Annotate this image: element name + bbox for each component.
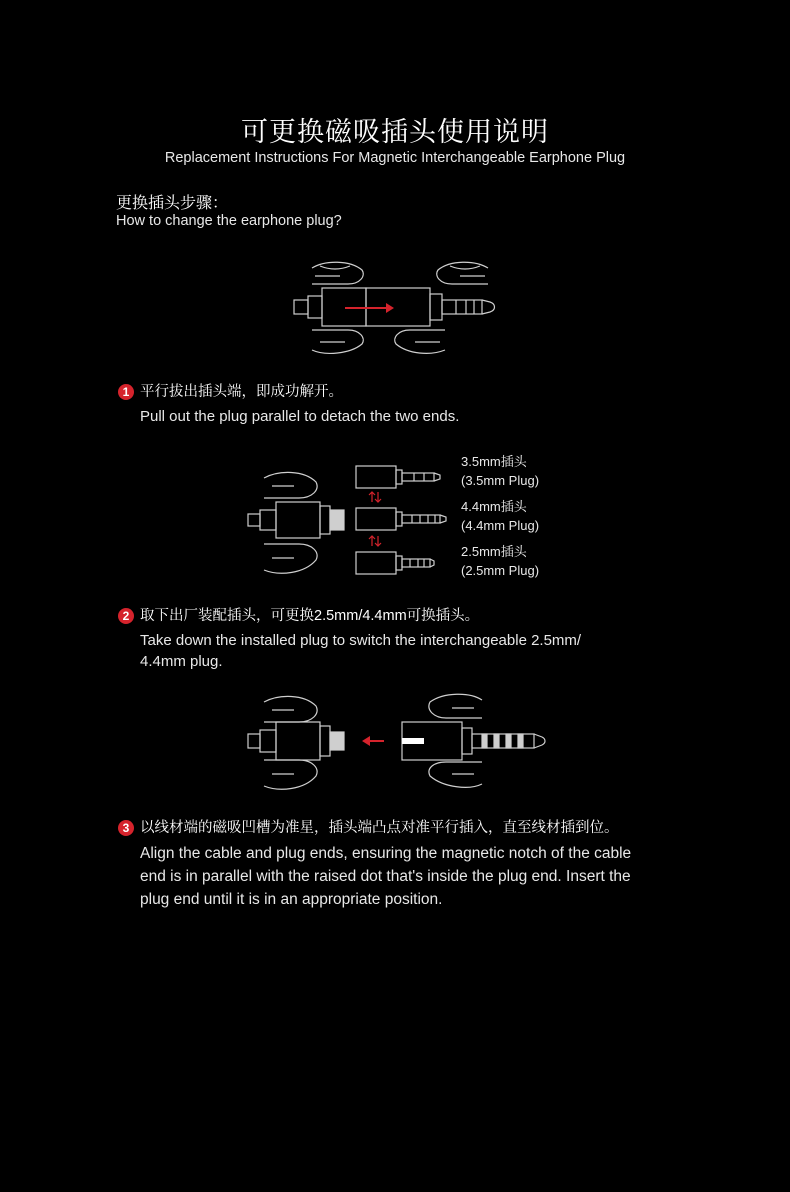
plug-label-en: (4.4mm Plug) [461, 518, 540, 533]
plug-label-cn: 3.5mm插头 [461, 454, 527, 469]
step-2 [118, 604, 581, 672]
plug-label-3-5 [461, 452, 539, 490]
plug-label-cn: 4.4mm插头 [461, 499, 527, 514]
plug-label-en: (2.5mm Plug) [461, 563, 540, 578]
step-number-badge: 2 [118, 608, 134, 624]
step-3 [118, 816, 631, 911]
page-title: 可更换磁吸插头使用说明 [241, 117, 549, 147]
section-subheading: How to change the earphone plug? [116, 213, 342, 229]
plug-label-en: (3.5mm Plug) [461, 473, 540, 488]
plug-label-2-5 [461, 542, 539, 580]
illustration-plug-options [244, 460, 454, 580]
step-text-cn: 取下出厂装配插头，可更换2.5mm/4.4mm可换插头。 [140, 608, 480, 624]
step-number-badge: 3 [118, 820, 134, 836]
step-text-en: Pull out the plug parallel to detach the two ends. [140, 408, 460, 425]
step-text-cn: 平行拔出插头端，即成功解开。 [140, 384, 343, 400]
step-text-en-line: Take down the installed plug to switch the interchangeable 2.5mm/ [140, 632, 582, 649]
plug-label-4-4 [461, 497, 539, 535]
page-subtitle: Replacement Instructions For Magnetic Interchangeable Earphone Plug [164, 150, 626, 166]
step-text-en-line: plug end until it is in an appropriate position. [140, 891, 443, 908]
step-1 [118, 380, 459, 427]
illustration-insert [244, 692, 554, 792]
section-heading: 更换插头步骤： [116, 195, 229, 212]
step-text-en-line: 4.4mm plug. [140, 653, 223, 670]
step-text-en-line: end is in parallel with the raised dot that's inside the plug end. Insert the [140, 868, 631, 885]
illustration-pull-apart [290, 258, 510, 358]
plug-label-cn: 2.5mm插头 [461, 544, 527, 559]
step-text-cn: 以线材端的磁吸凹槽为准星，插头端凸点对准平行插入，直至线材插到位。 [140, 820, 619, 836]
step-text-en-line: Align the cable and plug ends, ensuring the magnetic notch of the cable [140, 845, 632, 862]
step-number-badge: 1 [118, 384, 134, 400]
